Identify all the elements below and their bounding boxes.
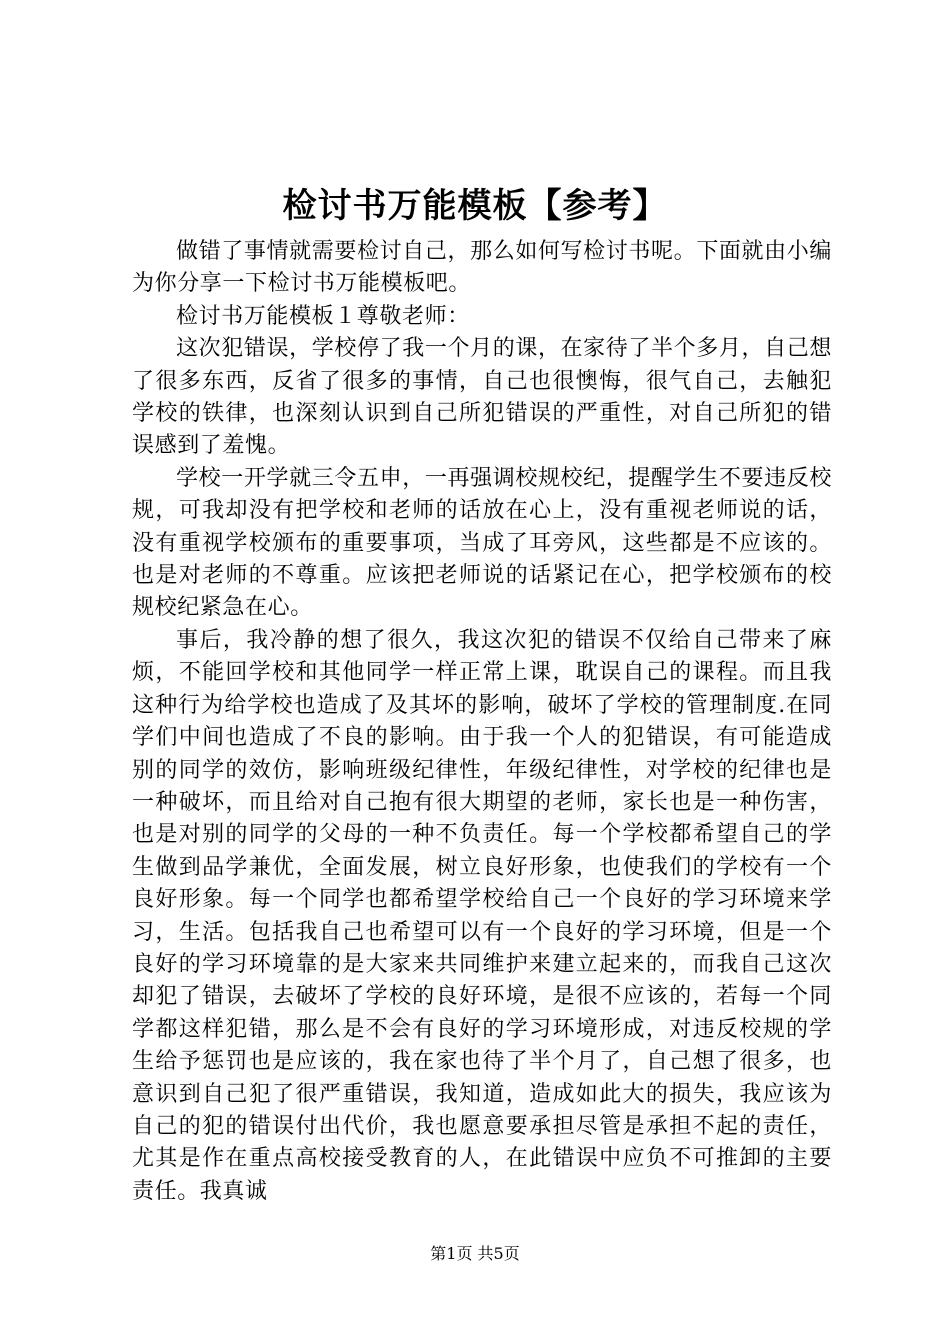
paragraph-salutation: 检讨书万能模板１尊敬老师： xyxy=(176,303,470,329)
page-number: 第1页 共5页 xyxy=(430,1244,520,1263)
document-body xyxy=(132,236,832,1208)
paragraph-reflection: 这次犯错误，学校停了我一个月的课，在家待了半个多月，自己想了很多东西，反省了很多的事情，自己也很懊悔，很气自己，去触犯学校的铁律，也深刻认识到自己所犯错误的严重性，对自己所犯的错误感到了羞愧。 xyxy=(132,336,832,459)
document-title: 检讨书万能模板【参考】 xyxy=(282,186,668,226)
paragraph-consequences: 事后，我冷静的想了很久，我这次犯的错误不仅给自己带来了麻烦，不能回学校和其他同学一样正常上课，耽误自己的课程。而且我这种行为给学校也造成了及其坏的影响，破坏了学校的管理制度.在同学们中间也造成了不良的影响。由于我一个人的犯错误，有可能造成别的同学的效仿，影响班级纪律性，年级纪律性，对学校的纪律也是一种破坏，而且给对自己抱有很大期望的老师，家长也是一种伤害，也是对别的同学的父母的一种不负责任。每一个学校都希望自己的学生做到品学兼优，全面发展，树立良好形象，也使我们的学校有一个良好形象。每一个同学也都希望学校给自己一个良好的学习环境来学习，生活。包括我自己也希望可以有一个良好的学习环境，但是一个良好的学习环境靠的是大家来共同维护来建立起来的，而我自己这次却犯了错误，去破坏了学校的良好环境，是很不应该的，若每一个同学都这样犯错，那么是不会有良好的学习环境形成，对违反校规的学生给予惩罚也是应该的，我在家也待了半个月了，自己想了很多，也意识到自己犯了很严重错误，我知道，造成如此大的损失，我应该为自己的犯的错误付出代价，我也愿意要承担尽管是承担不起的责任，尤其是作在重点高校接受教育的人，在此错误中应负不可推卸的主要责任。我真诚 xyxy=(132,627,832,1204)
paragraph-intro: 做错了事情就需要检讨自己，那么如何写检讨书呢。下面就由小编为你分享一下检讨书万能模板吧。 xyxy=(132,239,832,297)
paragraph-school-rules: 学校一开学就三令五申，一再强调校规校纪，提醒学生不要违反校规，可我却没有把学校和老师的话放在心上，没有重视老师说的话，没有重视学校颁布的重要事项，当成了耳旁风，这些都是不应该的。也是对老师的不尊重。应该把老师说的话紧记在心，把学校颁布的校规校纪紧急在心。 xyxy=(132,465,832,621)
